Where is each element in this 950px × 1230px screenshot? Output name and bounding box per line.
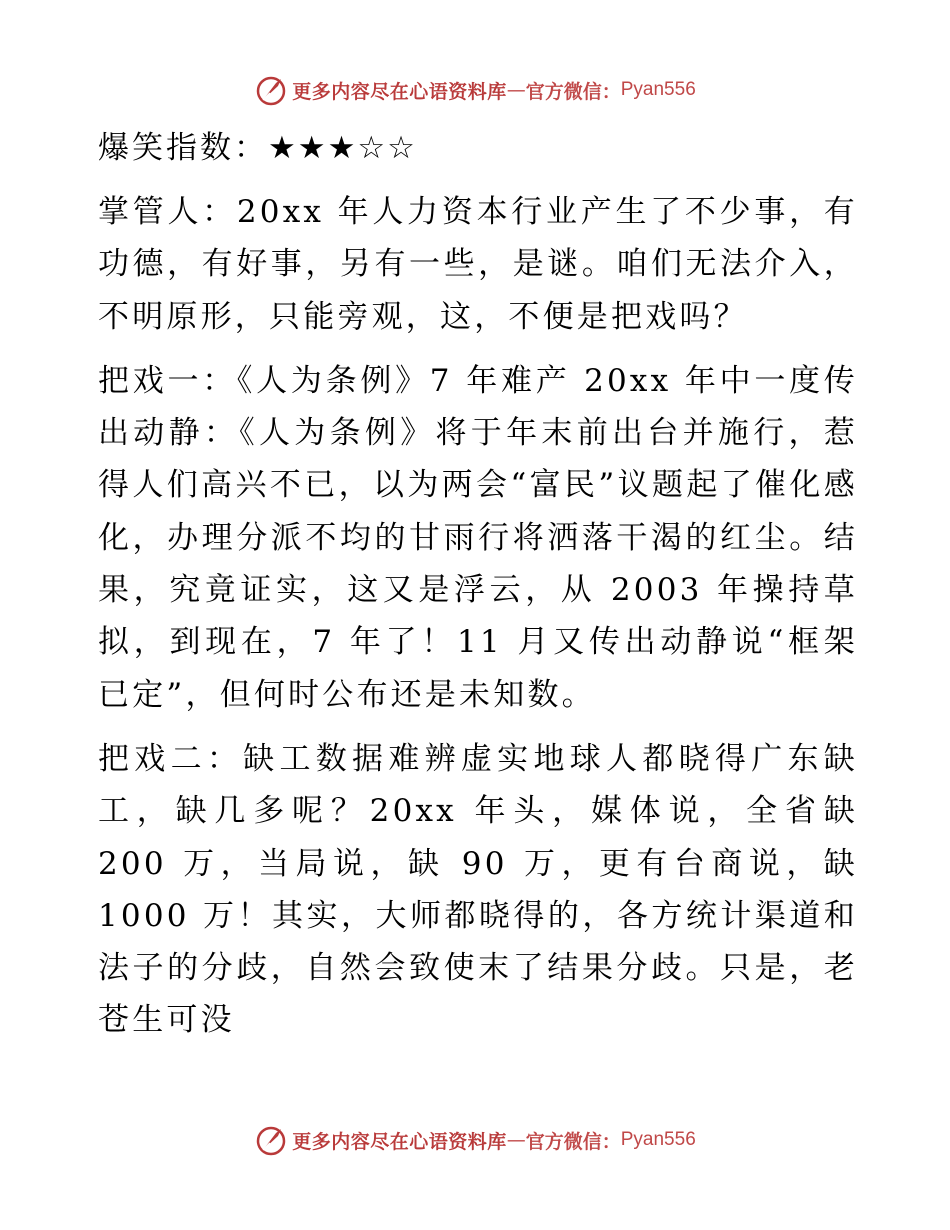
- banner-wechat-id: Pyan556: [620, 79, 696, 100]
- banner-wechat-label: 官方微信：: [525, 1130, 621, 1153]
- rating-label: 爆笑指数：: [98, 130, 268, 166]
- banner-main-text: 更多内容尽在心语资料库: [292, 1130, 507, 1153]
- quill-logo-icon: [254, 73, 288, 107]
- quill-logo-icon: [254, 1123, 288, 1157]
- banner-wechat-label: 官方微信：: [525, 80, 621, 103]
- rating-stars: ★★★☆☆: [268, 130, 417, 166]
- document-body: [98, 122, 858, 1059]
- banner-dash: —: [506, 1129, 526, 1151]
- paragraph-intro: 掌管人：20xx 年人力资本行业产生了不少事，有功德，有好事，另有一些，是谜。咱们无法介入，不明原形，只能旁观，这，不便是把戏吗？: [98, 194, 858, 335]
- banner-main-text: 更多内容尽在心语资料库: [292, 80, 507, 103]
- paragraph-trick-two: 把戏二：缺工数据难辨虚实地球人都晓得广东缺工，缺几多呢？20xx 年头，媒体说，全省缺 200 万，当局说，缺 90 万，更有台商说，缺 1000 万！其实，大师都晓得的，各方统计渠道和法子的分歧，自然会致使末了结果分歧。只是，老苍生可没: [98, 740, 858, 1039]
- banner-wechat-id: Pyan556: [620, 1129, 696, 1150]
- header-banner: [0, 70, 950, 110]
- paragraph-trick-one: 把戏一：《人为条例》7 年难产 20xx 年中一度传出动静：《人为条例》将于年末前出台并施行，惹得人们高兴不已，以为两会“富民”议题起了催化感化，办理分派不均的甘雨行将洒落干渴的红尘。结果，究竟证实，这又是浮云，从 2003 年操持草拟，到现在，7 年了！11 月又传出动静说“框架已定”，但何时公布还是未知数。: [98, 362, 858, 713]
- humor-rating: [98, 122, 858, 174]
- footer-banner: [0, 1120, 950, 1160]
- banner-dash: —: [506, 79, 526, 101]
